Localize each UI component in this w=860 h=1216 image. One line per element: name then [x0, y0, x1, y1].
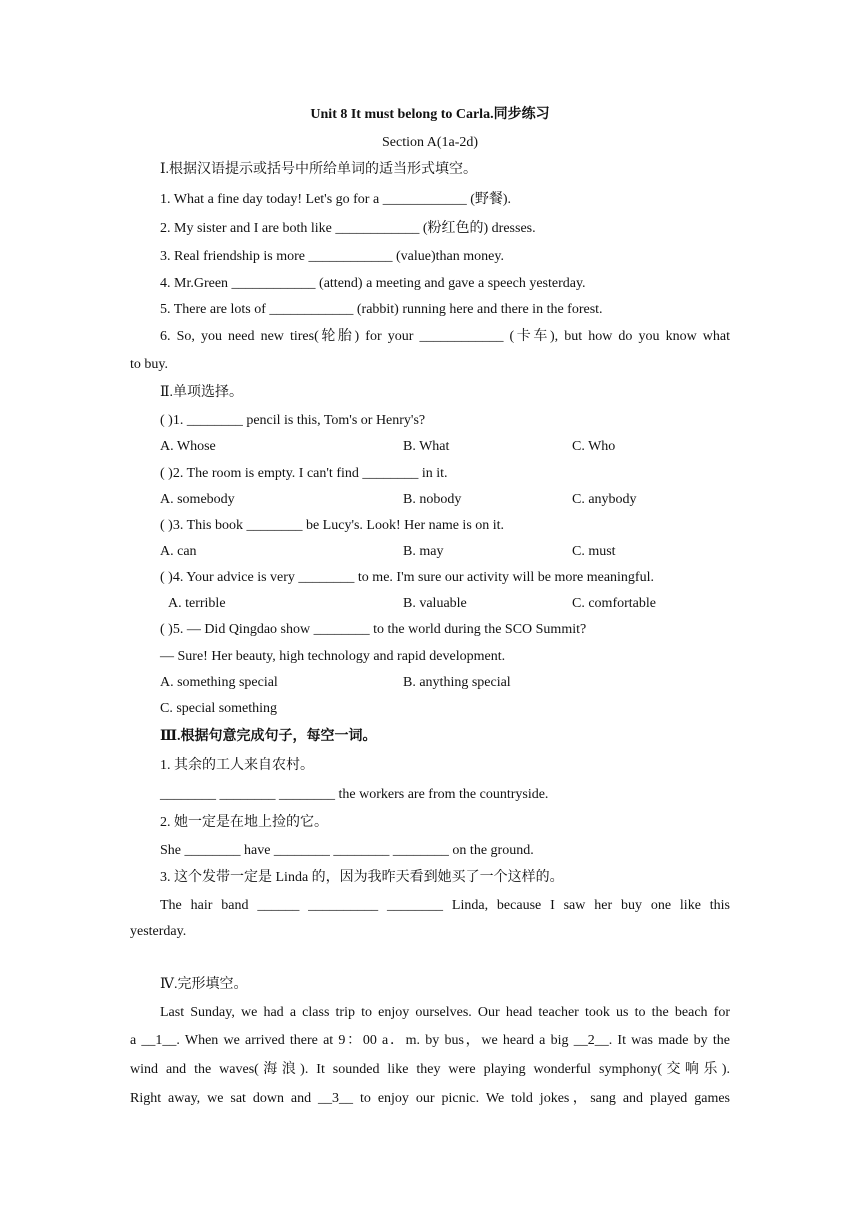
passage-line: a __1__. When we arrived there at 9：00 a．m. by bus，we heard a big __2__. It was made by the [130, 1033, 730, 1048]
question-stem: ( )5. — Did Qingdao show ________ to the world during the SCO Summit? [160, 622, 587, 637]
part3-english: The hair band ______ __________ ________ Linda, because I saw her buy one like this [160, 898, 730, 913]
option-c: C. special something [160, 701, 278, 716]
passage-line: wind and the waves(海浪). It sounded like they were playing wonderful symphony(交响乐). [130, 1062, 730, 1077]
part2-heading: Ⅱ.单项选择。 [160, 385, 244, 400]
question-stem: ( )4. Your advice is very ________ to me. I'm sure our activity will be more meaningful. [160, 570, 654, 585]
part1-heading: Ⅰ.根据汉语提示或括号中所给单词的适当形式填空。 [160, 162, 478, 177]
question-stem: ( )1. ________ pencil is this, Tom's or Henry's? [160, 413, 426, 428]
part1-item: 2. My sister and I are both like ____________ (粉红色的) dresses. [160, 221, 536, 236]
passage-line: Last Sunday, we had a class trip to enjoy ourselves. Our head teacher took us to the beach for [160, 1005, 730, 1020]
option-c: C. Who [572, 439, 616, 454]
part3-english-continued: yesterday. [130, 924, 187, 939]
part1-item: 3. Real friendship is more ____________ (value)than money. [160, 249, 504, 264]
question-stem: ( )2. The room is empty. I can't find ________ in it. [160, 466, 448, 481]
option-a: A. something special [160, 675, 278, 690]
part3-heading: Ⅲ.根据句意完成句子，每空一词。 [160, 729, 377, 744]
part3-chinese: 1. 其余的工人来自农村。 [160, 758, 314, 773]
part3-english: She ________ have ________ ________ ________ on the ground. [160, 843, 534, 858]
part3-chinese: 3. 这个发带一定是 Linda 的，因为我昨天看到她买了一个这样的。 [160, 870, 564, 885]
option-b: B. valuable [403, 596, 467, 611]
option-a: A. can [160, 544, 197, 559]
option-c: C. comfortable [572, 596, 656, 611]
part1-item: 1. What a fine day today! Let's go for a ____________ (野餐). [160, 192, 512, 207]
option-c: C. anybody [572, 492, 637, 507]
part1-item-continued: to buy. [130, 357, 168, 372]
option-b: B. anything special [403, 675, 511, 690]
part1-item: 5. There are lots of ____________ (rabbit) running here and there in the forest. [160, 302, 603, 317]
part3-chinese: 2. 她一定是在地上捡的它。 [160, 815, 328, 830]
part3-english: ________ ________ ________ the workers are from the countryside. [160, 787, 549, 802]
option-b: B. What [403, 439, 450, 454]
option-a: A. terrible [168, 596, 226, 611]
option-c: C. must [572, 544, 616, 559]
section-label: Section A(1a-2d) [381, 135, 479, 150]
option-b: B. nobody [403, 492, 462, 507]
part1-item: 4. Mr.Green ____________ (attend) a meeting and gave a speech yesterday. [160, 276, 586, 291]
doc-title: Unit 8 It must belong to Carla.同步练习 [310, 107, 550, 122]
option-a: A. somebody [160, 492, 235, 507]
passage-line: Right away, we sat down and __3__ to enjoy our picnic. We told jokes，sang and played games [130, 1091, 730, 1106]
option-a: A. Whose [160, 439, 216, 454]
question-stem-reply: — Sure! Her beauty, high technology and rapid development. [160, 649, 506, 664]
part1-item: 6. So, you need new tires(轮胎) for your ____________ (卡车), but how do you know what [160, 329, 730, 344]
part4-heading: Ⅳ.完形填空。 [160, 977, 248, 992]
option-b: B. may [403, 544, 444, 559]
question-stem: ( )3. This book ________ be Lucy's. Look! Her name is on it. [160, 518, 505, 533]
